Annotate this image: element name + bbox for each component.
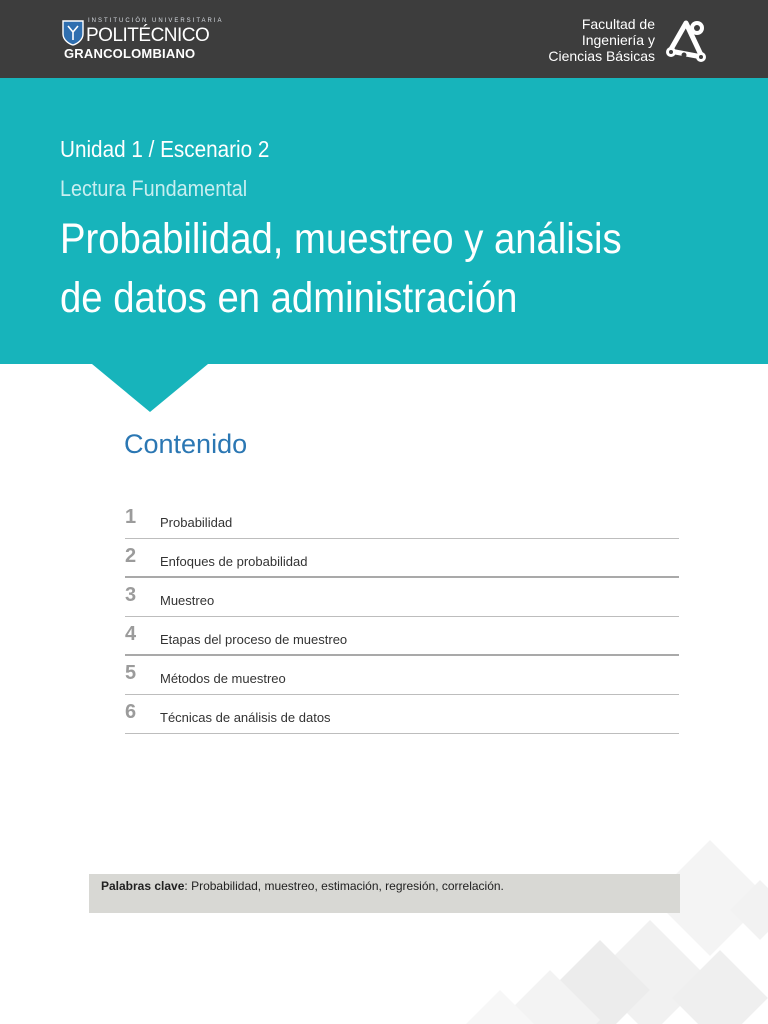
keywords-text xyxy=(101,879,504,893)
toc-label: Métodos de muestreo xyxy=(160,671,286,686)
page-title: Probabilidad, muestreo y análisis de datos en administración xyxy=(60,215,622,322)
decorative-diamond-pattern xyxy=(440,820,768,1024)
reading-type: Lectura Fundamental xyxy=(60,176,248,201)
toc-label: Enfoques de probabilidad xyxy=(160,554,308,569)
toc-number: 1 xyxy=(125,506,137,528)
keywords-label: Palabras clave xyxy=(101,879,185,893)
hero-pointer xyxy=(92,364,208,414)
faculty-line: Ingeniería y xyxy=(581,32,655,48)
toc-number: 4 xyxy=(125,623,137,645)
toc-label: Probabilidad xyxy=(160,515,233,530)
toc-item[interactable] xyxy=(125,578,679,617)
toc-label: Técnicas de análisis de datos xyxy=(160,710,331,725)
toc-item[interactable] xyxy=(125,695,679,734)
shield-logo-icon xyxy=(62,20,84,46)
toc-item[interactable] xyxy=(125,500,679,539)
unit-label: Unidad 1 / Escenario 2 xyxy=(60,136,270,162)
toc-item[interactable] xyxy=(125,617,679,656)
toc-item[interactable] xyxy=(125,656,679,695)
toc-item[interactable] xyxy=(125,539,679,578)
keywords-list: : Probabilidad, muestreo, estimación, regresión, correlación. xyxy=(184,879,504,893)
nodes-network-icon xyxy=(662,17,710,65)
top-bar xyxy=(0,0,768,78)
contents-heading: Contenido xyxy=(124,429,248,459)
faculty-line: Ciencias Básicas xyxy=(548,48,655,64)
logo-sub-text: GRANCOLOMBIANO xyxy=(64,46,196,61)
faculty-name xyxy=(548,16,655,64)
table-of-contents xyxy=(125,500,679,734)
toc-number: 5 xyxy=(125,662,137,684)
toc-number: 3 xyxy=(125,584,137,606)
toc-number: 6 xyxy=(125,701,137,723)
faculty-line: Facultad de xyxy=(581,16,655,32)
institution-logo xyxy=(62,18,224,64)
toc-label: Muestreo xyxy=(160,593,215,608)
logo-small-text: INSTITUCIÓN UNIVERSITARIA xyxy=(88,18,224,24)
keywords-box xyxy=(89,874,680,913)
logo-main-text: POLITÉCNICO xyxy=(86,25,210,46)
toc-label: Etapas del proceso de muestreo xyxy=(160,632,348,647)
toc-number: 2 xyxy=(125,545,137,567)
